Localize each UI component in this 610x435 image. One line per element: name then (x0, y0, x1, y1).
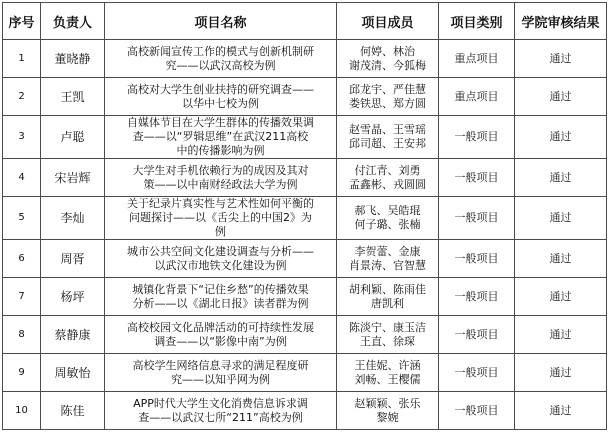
project-name-line: 究——以知乎网为例 (171, 372, 270, 386)
project-members (337, 197, 439, 240)
review-result: 通过 (515, 392, 607, 430)
review-result: 通过 (515, 354, 607, 392)
leader-name: 周胥 (41, 240, 105, 278)
row-number: 9 (3, 354, 41, 392)
review-result: 通过 (515, 116, 607, 159)
row-number: 2 (3, 78, 41, 116)
leader-name: 杨坪 (41, 278, 105, 316)
project-members-line: 赵雪晶、王雪瑶 (349, 123, 426, 136)
header-project-name: 项目名称 (105, 3, 337, 40)
review-result: 通过 (515, 197, 607, 240)
table-row (3, 240, 607, 278)
header-category: 项目类别 (439, 3, 515, 40)
project-members-line: 邱司超、王安邦 (349, 137, 426, 150)
project-members-line: 刘畅、王樱儒 (354, 372, 421, 386)
project-category: 一般项目 (439, 278, 515, 316)
project-members (337, 78, 439, 116)
project-members (337, 40, 439, 78)
project-category: 重点项目 (439, 78, 515, 116)
project-name-line: APP时代大学生文化消费信息诉求调 (133, 396, 308, 410)
project-name (105, 78, 337, 116)
header-row (3, 3, 607, 40)
row-number: 5 (3, 197, 41, 240)
project-name-line: 策——以中南财经政法大学为例 (143, 177, 298, 191)
header-num: 序号 (3, 3, 41, 40)
project-members (337, 278, 439, 316)
project-name-line: 高校新闻宣传工作的模式与创新机制研 (127, 44, 314, 58)
project-name-line: 高校对大学生创业扶持的研究调查—— (127, 82, 314, 96)
project-name-line: 以武汉市地铁文化建设为例 (154, 258, 287, 272)
project-name-line: 查——以“罗辑思维”在武汉211高校 (132, 130, 309, 143)
project-name-line: 分析——以《湖北日报》读者群为例 (132, 296, 309, 310)
project-members-line: 赵颖颖、张乐 (354, 396, 421, 410)
project-members-line: 黎婉 (376, 410, 399, 424)
leader-name: 宋岩辉 (41, 159, 105, 197)
header-review-result: 学院审核结果 (515, 3, 607, 40)
project-members (337, 316, 439, 354)
review-result: 通过 (515, 40, 607, 78)
table-row (3, 40, 607, 78)
row-number: 8 (3, 316, 41, 354)
row-number: 6 (3, 240, 41, 278)
project-members (337, 354, 439, 392)
project-category: 一般项目 (439, 159, 515, 197)
leader-name: 卢聪 (41, 116, 105, 159)
project-name (105, 40, 337, 78)
table-row (3, 159, 607, 197)
project-table (2, 2, 607, 430)
header-members: 项目成员 (337, 3, 439, 40)
project-name-line: 以华中七校为例 (182, 96, 259, 110)
project-members-line: 孟鑫彬、戎圆圆 (349, 177, 426, 191)
leader-name: 周敏怡 (41, 354, 105, 392)
project-name-line: 大学生对手机依赖行为的成因及其对 (132, 163, 309, 177)
project-members-line: 胡利颖、陈雨佳 (349, 282, 426, 296)
table-row (3, 354, 607, 392)
project-name (105, 316, 337, 354)
project-members-line: 唐凯利 (371, 296, 404, 310)
row-number: 1 (3, 40, 41, 78)
header-leader: 负责人 (41, 3, 105, 40)
review-result: 通过 (515, 316, 607, 354)
project-name-line: 关于纪录片真实性与艺术性如何平衡的 (127, 197, 314, 210)
project-category: 一般项目 (439, 116, 515, 159)
project-category: 一般项目 (439, 392, 515, 430)
project-name-line: 城镇化背景下“记住乡愁”的传播效果 (132, 282, 309, 296)
project-name-line: 例 (215, 225, 226, 238)
row-number: 7 (3, 278, 41, 316)
project-name-line: 高校校园文化品牌活动的可持续性发展 (127, 320, 314, 334)
leader-name: 蔡静康 (41, 316, 105, 354)
project-members-line: 王直、徐琛 (360, 334, 415, 348)
project-category: 一般项目 (439, 197, 515, 240)
project-category: 一般项目 (439, 354, 515, 392)
project-members (337, 159, 439, 197)
project-category: 一般项目 (439, 240, 515, 278)
leader-name: 陈佳 (41, 392, 105, 430)
review-result: 通过 (515, 159, 607, 197)
project-name (105, 392, 337, 430)
project-category: 重点项目 (439, 40, 515, 78)
project-name (105, 240, 337, 278)
row-number: 10 (3, 392, 41, 430)
review-result: 通过 (515, 278, 607, 316)
project-name-line: 问题探讨——以《舌尖上的中国2》为 (129, 211, 312, 224)
project-name (105, 354, 337, 392)
project-name-line: 城市公共空间文化建设调查与分析—— (127, 244, 314, 258)
project-members (337, 240, 439, 278)
review-result: 通过 (515, 78, 607, 116)
row-number: 4 (3, 159, 41, 197)
project-members-line: 娄铁思、郑方圆 (349, 96, 426, 110)
project-name-line: 究——以武汉高校为例 (165, 58, 276, 72)
project-members-line: 付江青、刘勇 (354, 163, 421, 177)
project-members-line: 邱龙宇、严佳慧 (349, 82, 426, 96)
project-name (105, 159, 337, 197)
project-members-line: 郝飞、吴皓琨 (354, 204, 421, 217)
project-name-line: 查——以武汉七所“211”高校为例 (138, 410, 303, 424)
project-name-line: 调查——以“影像中南”为例 (154, 334, 287, 348)
table-row (3, 392, 607, 430)
project-category: 一般项目 (439, 316, 515, 354)
table-row (3, 278, 607, 316)
review-result: 通过 (515, 240, 607, 278)
leader-name: 董晓静 (41, 40, 105, 78)
project-members (337, 392, 439, 430)
table-row (3, 197, 607, 240)
table-body (3, 40, 607, 430)
project-members-line: 何婷、林治 (360, 44, 415, 58)
project-members-line: 肖景涛、官智慧 (349, 258, 426, 272)
project-name (105, 116, 337, 159)
leader-name: 王凯 (41, 78, 105, 116)
project-members-line: 谢茂清、今狐梅 (349, 58, 426, 72)
project-name-line: 高校学生网络信息寻求的满足程度研 (132, 358, 309, 372)
project-members-line: 王佳妮、许涵 (354, 358, 421, 372)
project-members-line: 陈淡宁、康玉洁 (349, 320, 426, 334)
leader-name: 李灿 (41, 197, 105, 240)
project-members-line: 何子璐、张楠 (354, 218, 421, 231)
project-name (105, 197, 337, 240)
table-row (3, 78, 607, 116)
project-members (337, 116, 439, 159)
project-name-line: 自媒体节目在大学生群体的传播效果调 (127, 116, 314, 129)
project-members-line: 李贺蕾、金康 (354, 244, 421, 258)
table-row (3, 116, 607, 159)
table-row (3, 316, 607, 354)
project-name (105, 278, 337, 316)
project-name-line: 中的传播影响为例 (176, 144, 265, 157)
row-number: 3 (3, 116, 41, 159)
